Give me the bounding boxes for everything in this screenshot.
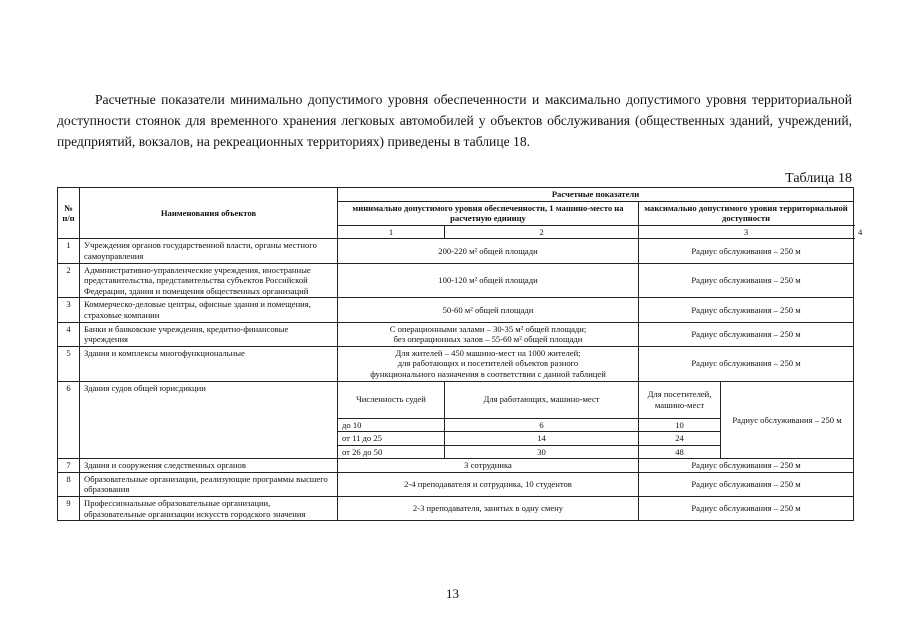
row-max-value: Радиус обслуживания – 250 м xyxy=(639,298,854,322)
courts-visitors: 10 xyxy=(639,418,721,432)
table-row xyxy=(58,346,854,381)
courts-header-workers: Для работающих, машино-мест xyxy=(445,381,639,418)
row-min-line: Для жителей – 450 машино-мест на 1000 жителей; xyxy=(395,347,581,358)
row-number: 9 xyxy=(58,497,80,521)
row-number: 5 xyxy=(58,346,80,381)
row-max-value: Радиус обслуживания – 250 м xyxy=(639,322,854,346)
table-row xyxy=(58,472,854,496)
row-max-value: Радиус обслуживания – 250 м xyxy=(639,239,854,263)
col-number-2: 2 xyxy=(445,225,639,239)
parking-table xyxy=(57,187,863,521)
header-group: Расчетные показатели xyxy=(338,188,854,202)
row-max-value: Радиус обслуживания – 250 м xyxy=(721,381,854,459)
table-row xyxy=(58,298,854,322)
courts-header-judges: Численность судей xyxy=(338,381,445,418)
courts-workers: 30 xyxy=(445,445,639,459)
row-number: 2 xyxy=(58,263,80,298)
row-max-value: Радиус обслуживания – 250 м xyxy=(639,346,854,381)
table-row xyxy=(58,381,854,418)
courts-header-visitors: Для посетителей, машино-мест xyxy=(639,381,721,418)
row-min-value: 200-220 м² общей площади xyxy=(338,239,639,263)
header-name: Наименования объектов xyxy=(80,188,338,239)
intro-text: Расчетные показатели минимально допустимого уровня обеспеченности и максимально допустимого уровня территориальной доступности стоянок для временного хранения легковых автомобилей у объектов обслуживания (общественных зданий, учреждений, предприятий, вокзалов, на рекреационных территориях) приведены в таблице 18. xyxy=(57,92,852,149)
row-min-line: для работающих и посетителей объектов разного функционального назначения в соответствии с данной таблицей xyxy=(370,358,606,379)
row-number: 3 xyxy=(58,298,80,322)
header-max-level: максимально допустимого уровня территориальной доступности xyxy=(639,201,854,225)
row-min-value: 2-4 преподавателя и сотрудника, 10 студентов xyxy=(338,472,639,496)
courts-judges: от 26 до 50 xyxy=(338,445,445,459)
header-num: № п/п xyxy=(58,188,80,239)
header-row xyxy=(58,188,854,202)
row-min-value xyxy=(338,322,639,346)
row-max-value: Радиус обслуживания – 250 м xyxy=(639,263,854,298)
row-name: Образовательные организации, реализующие программы высшего образования xyxy=(80,472,338,496)
row-number: 1 xyxy=(58,239,80,263)
courts-visitors: 48 xyxy=(639,445,721,459)
row-min-value: 100-120 м² общей площади xyxy=(338,263,639,298)
courts-judges: от 11 до 25 xyxy=(338,432,445,446)
courts-workers: 6 xyxy=(445,418,639,432)
row-min-line: С операционными залами – 30-35 м² общей площади; xyxy=(389,323,587,334)
intro-paragraph xyxy=(57,89,852,152)
col-number-3: 3 xyxy=(639,225,854,239)
table-row xyxy=(58,239,854,263)
row-number: 7 xyxy=(58,459,80,473)
column-number-row: 1 2 3 4 xyxy=(58,225,854,239)
row-name: Коммерческо-деловые центры, офисные здания и помещения, страховые компании xyxy=(80,298,338,322)
row-name: Профессиональные образовательные организации, образовательные организации искусств городского значения xyxy=(80,497,338,521)
page-number: 13 xyxy=(446,586,459,601)
row-min-value xyxy=(338,346,639,381)
row-name: Учреждения органов государственной власти, органы местного самоуправления xyxy=(80,239,338,263)
col-number-1: 1 xyxy=(338,225,445,239)
row-number: 8 xyxy=(58,472,80,496)
row-name: Здания и сооружения следственных органов xyxy=(80,459,338,473)
row-min-value: 50-60 м² общей площади xyxy=(338,298,639,322)
row-name: Административно-управленческие учреждения, иностранные представительства, представительства субъектов Российской Федерации, здания и помещения общественных организаций xyxy=(80,263,338,298)
courts-visitors: 24 xyxy=(639,432,721,446)
table-row xyxy=(58,322,854,346)
row-max-value: Радиус обслуживания – 250 м xyxy=(639,472,854,496)
row-min-value: 3 сотрудника xyxy=(338,459,639,473)
row-number: 6 xyxy=(58,381,80,459)
row-name: Банки и банковские учреждения, кредитно-финансовые учреждения xyxy=(80,322,338,346)
table-row xyxy=(58,459,854,473)
row-name: Здания судов общей юрисдикции xyxy=(80,381,338,459)
row-number: 4 xyxy=(58,322,80,346)
courts-workers: 14 xyxy=(445,432,639,446)
header-min-level: минимально допустимого уровня обеспеченности, 1 машино-место на расчетную единицу xyxy=(338,201,639,225)
courts-judges: до 10 xyxy=(338,418,445,432)
table-row xyxy=(58,263,854,298)
row-min-value: 2-3 преподавателя, занятых в одну смену xyxy=(338,497,639,521)
table-row xyxy=(58,497,854,521)
row-name: Здания и комплексы многофункциональные xyxy=(80,346,338,381)
table-caption: Таблица 18 xyxy=(785,171,852,186)
row-max-value: Радиус обслуживания – 250 м xyxy=(639,497,854,521)
row-max-value: Радиус обслуживания – 250 м xyxy=(639,459,854,473)
row-min-line: без операционных залов – 55-60 м² общей площади xyxy=(393,334,583,345)
